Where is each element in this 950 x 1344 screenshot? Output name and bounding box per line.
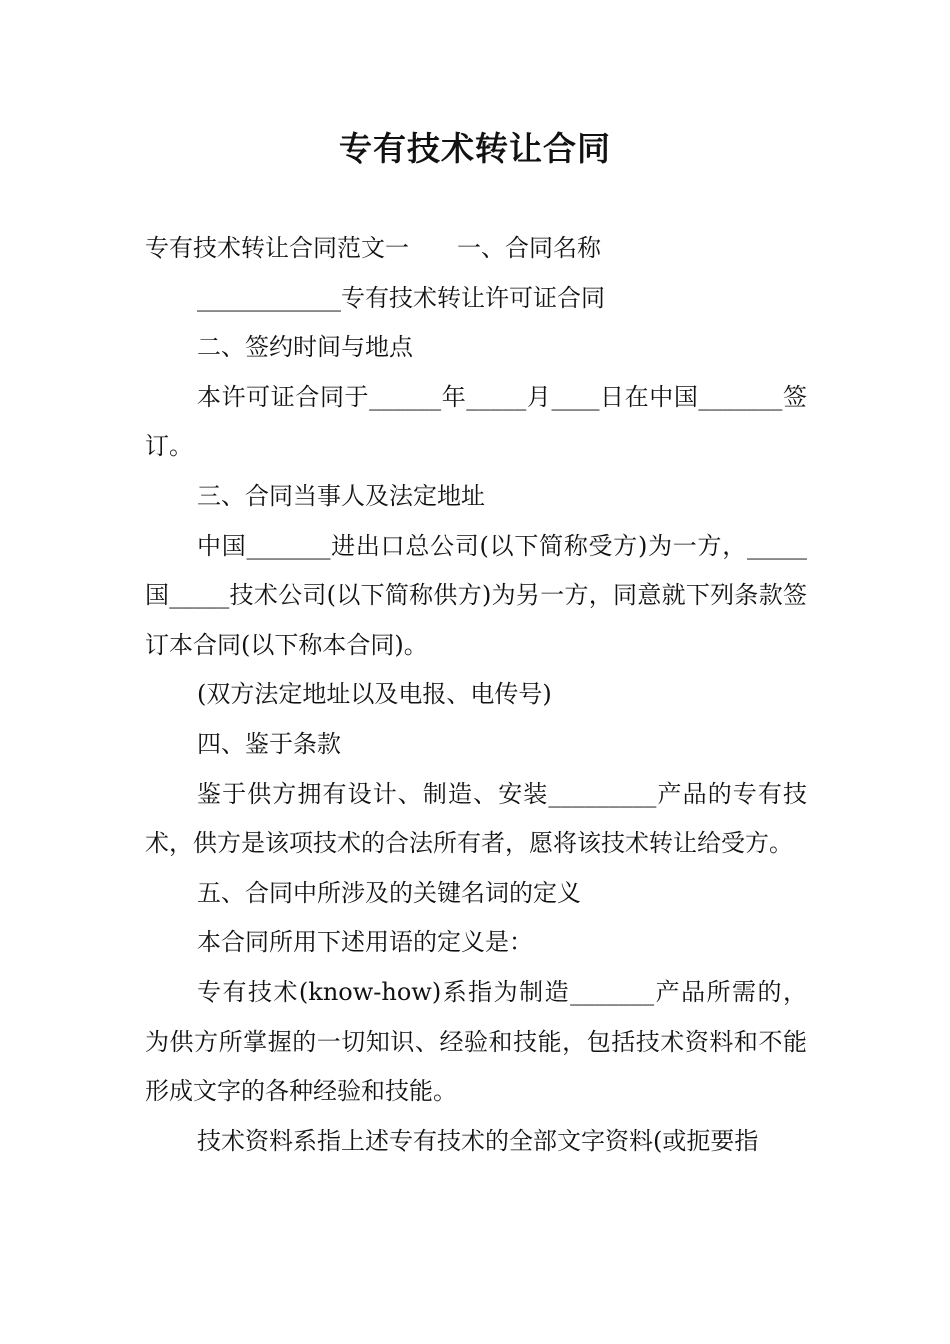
paragraph: 本许可证合同于______年_____月____日在中国_______签订。	[145, 382, 807, 461]
paragraph: 中国_______进出口总公司(以下简称受方)为一方，_____国_____技术公司(以下简称供方)为另一方，同意就下列条款签订本合同(以下称本合同)。	[145, 531, 807, 659]
paragraph: (双方法定地址以及电报、电传号)	[197, 680, 552, 709]
paragraph: 技术资料系指上述专有技术的全部文字资料(或扼要指	[197, 1126, 759, 1155]
paragraph: 五、合同中所涉及的关键名词的定义	[197, 878, 581, 907]
paragraph: 二、签约时间与地点	[197, 333, 413, 362]
paragraph: 四、鉴于条款	[197, 729, 341, 758]
paragraph: 本合同所用下述用语的定义是：	[197, 928, 533, 957]
paragraph: 三、合同当事人及法定地址	[197, 481, 485, 510]
paragraph: 鉴于供方拥有设计、制造、安装_________产品的专有技术，供方是该项技术的合法所有者，愿将该技术转让给受方。	[145, 779, 807, 858]
paragraph: 专有技术转让合同范文一 一、合同名称	[145, 234, 601, 262]
document-title: 专有技术转让合同	[339, 129, 611, 168]
document-body	[145, 224, 807, 1166]
paragraph: 专有技术(know-how)系指为制造_______产品所需的，为供方所掌握的一切知识、经验和技能，包括技术资料和不能形成文字的各种经验和技能。	[145, 977, 807, 1106]
paragraph: ____________专有技术转让许可证合同	[197, 283, 605, 312]
